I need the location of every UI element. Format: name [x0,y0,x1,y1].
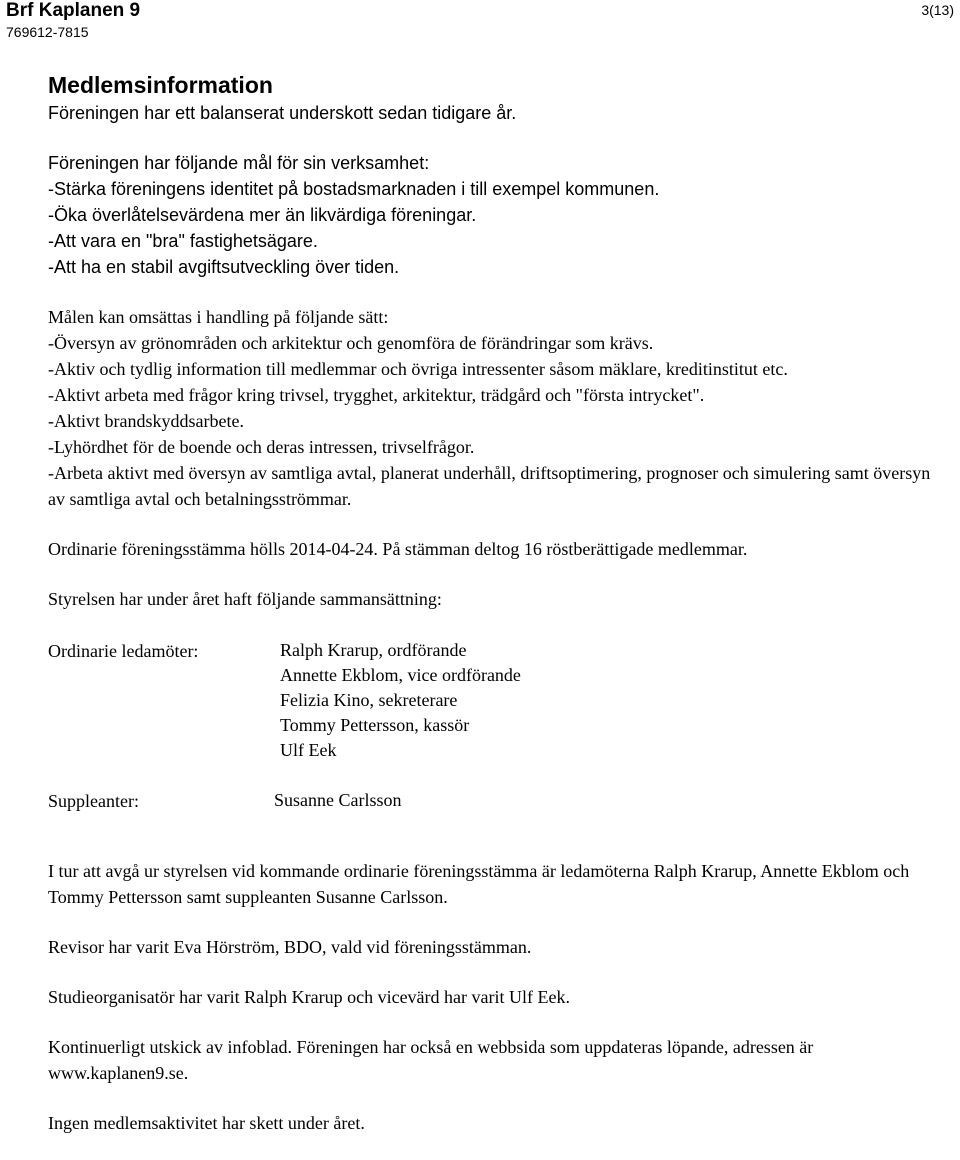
action-item: -Aktiv och tydlig information till medlemmar och övriga intressenter såsom mäklare, kreditinstitut etc. [48,359,788,379]
org-name: Brf Kaplanen 9 [6,0,141,21]
actions-heading: Målen kan omsättas i handling på följande sätt: [48,307,389,327]
actions-block [48,304,948,512]
activity-text: Ingen medlemsaktivitet har skett under året. [48,1113,365,1133]
action-item: -Översyn av grönområden och arkitektur och genomföra de förändringar som krävs. [48,333,654,353]
ordinary-members-label: Ordinarie ledamöter: [48,641,199,661]
meeting-text: Ordinarie föreningsstämma hölls 2014-04-24. På stämman deltog 16 röstberättigade medlemmar. [48,539,748,559]
newsletter-text: Kontinuerligt utskick av infoblad. Föreningen har också en webbsida som uppdateras löpande, adressen är www.kaplanen9.se. [48,1037,814,1083]
board-composition [48,638,948,838]
page-number: 3(13) [921,2,954,18]
action-item: -Aktivt brandskyddsarbete. [48,411,244,431]
action-item: -Lyhördhet för de boende och deras intressen, trivselfrågor. [48,437,475,457]
section-title: Medlemsinformation [48,72,273,98]
study-text: Studieorganisatör har varit Ralph Krarup och vicevärd har varit Ulf Eek. [48,987,570,1007]
org-number: 769612-7815 [6,24,89,40]
goal-item: -Öka överlåtelsevärdena mer än likvärdiga föreningar. [48,205,477,225]
goal-item: -Stärka föreningens identitet på bostadsmarknaden i till exempel kommunen. [48,179,660,199]
goals-block [48,150,948,280]
ordinary-members-list [280,638,521,763]
goal-item: -Att ha en stabil avgiftsutveckling över tiden. [48,257,400,277]
auditor-text: Revisor har varit Eva Hörström, BDO, vald vid föreningsstämman. [48,937,532,957]
deputies-label: Suppleanter: [48,791,139,811]
goal-item: -Att vara en "bra" fastighetsägare. [48,231,318,251]
board-member: Felizia Kino, sekreterare [280,690,458,710]
board-member: Ralph Krarup, ordförande [280,640,467,660]
retiring-text: I tur att avgå ur styrelsen vid kommande ordinarie föreningsstämma är ledamöterna Ralph Krarup, Annette Ekblom och Tommy Pettersson samt suppleanten Susanne Carlsson. [48,861,910,907]
board-member: Annette Ekblom, vice ordförande [280,665,521,685]
board-member: Ulf Eek [280,740,337,760]
goals-heading: Föreningen har följande mål för sin verksamhet: [48,153,430,173]
action-item: -Arbeta aktivt med översyn av samtliga avtal, planerat underhåll, driftsoptimering, prognoser och simulering samt översyn av samtliga avtal och betalningsströmmar. [48,463,931,509]
intro-text: Föreningen har ett balanserat underskott sedan tidigare år. [48,103,517,123]
document-body [48,70,948,1136]
board-member: Tommy Pettersson, kassör [280,715,470,735]
deputy-member: Susanne Carlsson [274,790,402,810]
board-heading: Styrelsen har under året haft följande sammansättning: [48,589,442,609]
action-item: -Aktivt arbeta med frågor kring trivsel, trygghet, arkitektur, trädgård och "första intrycket". [48,385,705,405]
